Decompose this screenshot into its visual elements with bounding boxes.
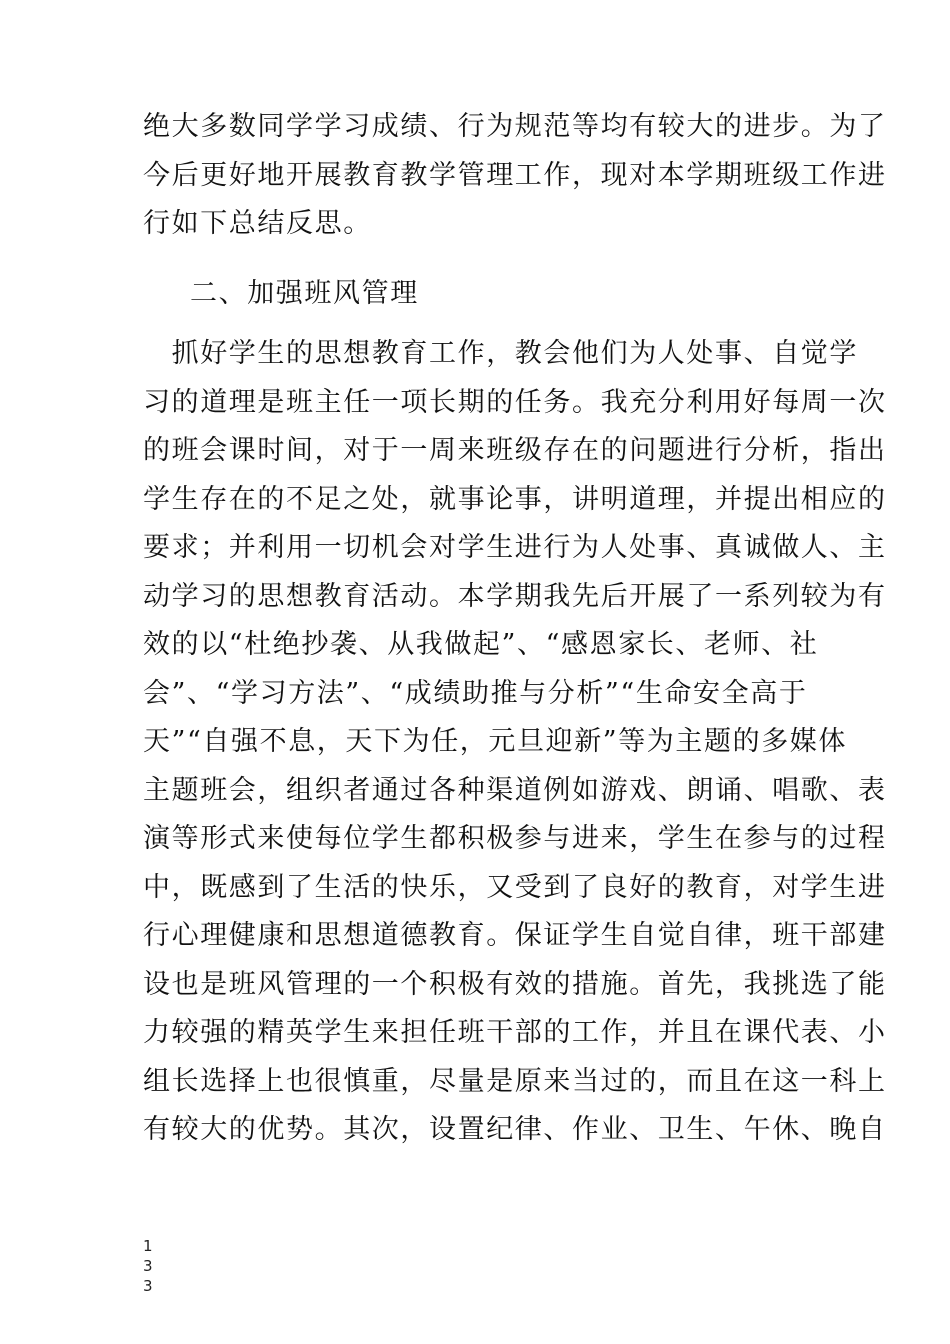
page-number-line-1: 1 3 — [143, 1237, 159, 1275]
paragraph-line: 演等形式来使每位学生都积极参与进来，学生在参与的过程 — [143, 823, 887, 854]
paragraph-line: 动学习的思想教育活动。本学期我先后开展了一系列较为有 — [143, 580, 887, 612]
page-number — [143, 1236, 183, 1296]
paragraph-line: 天”“自强不息，天下为任，元旦迎新”等为主题的多媒体 — [143, 726, 848, 757]
paragraph-line: 主题班会，组织者通过各种渠道例如游戏、朗诵、唱歌、表 — [143, 774, 887, 806]
paragraph-line: 学生存在的不足之处，就事论事，讲明道理，并提出相应的 — [143, 483, 887, 515]
paragraph-line: 组长选择上也很慎重，尽量是原来当过的，而且在这一科上 — [143, 1065, 887, 1097]
paragraph-line: 会”、“学习方法”、“成绩助推与分析”“生命安全高于 — [143, 677, 808, 709]
paragraph-line: 效的以“杜绝抄袭、从我做起”、“感恩家长、老师、社 — [143, 629, 819, 660]
section-heading — [190, 270, 790, 319]
paragraph-line: 有较大的优势。其次，设置纪律、作业、卫生、午休、晚自 — [143, 1114, 887, 1145]
paragraph-line: 设也是班风管理的一个积极有效的措施。首先，我挑选了能 — [143, 968, 887, 1000]
paragraph-line: 行如下总结反思。 — [143, 208, 372, 239]
paragraph-line: 习的道理是班主任一项长期的任务。我充分利用好每周一次 — [143, 386, 887, 418]
paragraph-line: 绝大多数同学学习成绩、行为规范等均有较大的进步。为了 — [143, 111, 887, 142]
section-heading-text: 二、加强班风管理 — [190, 278, 419, 309]
paragraph-line: 的班会课时间，对于一周来班级存在的问题进行分析，指出 — [143, 435, 887, 466]
paragraph-1 — [143, 103, 887, 249]
page-number-line-2: 3 — [143, 1277, 159, 1295]
paragraph-line: 力较强的精英学生来担任班干部的工作，并且在课代表、小 — [143, 1017, 887, 1048]
paragraph-line: 行心理健康和思想道德教育。保证学生自觉自律，班干部建 — [143, 920, 887, 951]
paragraph-line: 要求；并利用一切机会对学生进行为人处事、真诚做人、主 — [143, 532, 887, 563]
paragraph-line: 中，既感到了生活的快乐，又受到了良好的教育，对学生进 — [143, 871, 887, 903]
paragraph-line: 今后更好地开展教育教学管理工作，现对本学期班级工作进 — [143, 159, 887, 191]
paragraph-line: 抓好学生的思想教育工作，教会他们为人处事、自觉学 — [143, 338, 858, 369]
paragraph-2 — [143, 330, 887, 1155]
